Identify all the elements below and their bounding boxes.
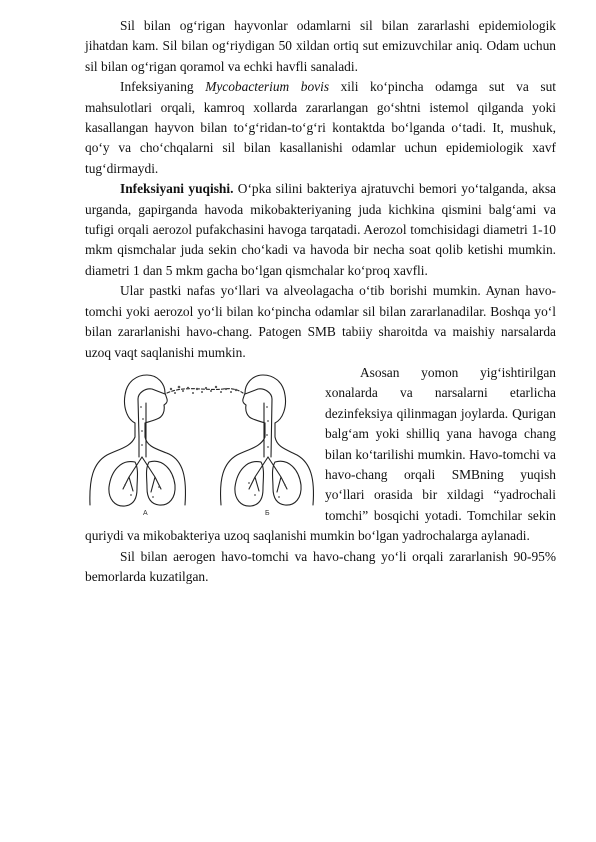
species-name: Mycobacterium bovis <box>205 79 330 95</box>
paragraph-infection-transmission <box>85 179 556 281</box>
person-b-right-shoulder <box>275 423 313 505</box>
person-a-trachea-left <box>138 399 139 457</box>
person-a-left-shoulder <box>90 423 135 505</box>
p2-rest: xili ko‘pincha odamga sut va sut mahsulotlari orqali, kamroq xollarda zararlangan go‘shtni istemol qilganda yoki kasallangan hayvon bilan to‘g‘ridan-to‘g‘ri kontaktda bo‘lganda o‘tadi. It, mushuk, qo‘y va cho‘chqalarni sil bilan kasallanishi odamlar uchun epidemiologik xavf tug‘dirmaydi. <box>85 79 556 176</box>
person-a-bronchi <box>123 457 161 492</box>
figure-label-b: Б <box>265 509 270 517</box>
document-page <box>85 16 556 587</box>
p2-lead: Infeksiyaning <box>120 79 206 95</box>
paragraph-animal-transmission: Sil bilan og‘rigan hayvonlar odamlarni sil bilan zararlashi epidemiologik jihatdan kam. Sil bilan og‘riydigan 50 xildan ortiq sut emizuvchilar aniq. Odam uchun sil bilan og‘rigan qoramol va echki havfli sanaladi. <box>85 18 556 74</box>
person-a-right-lung <box>147 461 176 505</box>
person-a-left-lung <box>109 461 138 506</box>
figure-label-a: А <box>143 509 148 517</box>
paragraph-dust-transmission: Asosan yomon yig‘ishtirilgan xonalarda va narsalarni etarlicha dezinfeksiya qilinmagan joylarda. Qurigan balg‘am yoki shilliq yana havoga chang bilan ko‘tarilishi mumkin. Havo-tomchi va havo-chang orqali SMBning yuqish yo‘llari orasida bir xildagi “yadrochali tomchi” bosqichi yotadi. Tomchilar sekin quriydi va mikobakteriya uzoq saqlanishi mumkin bo‘lgan yadrochalarga aylanadi. <box>85 364 556 544</box>
person-b-left-shoulder <box>221 423 265 505</box>
person-a-nasal-path <box>138 389 165 399</box>
person-b-bronchi <box>249 457 287 492</box>
person-b-right-lung <box>273 461 302 505</box>
airborne-transmission-figure <box>85 363 317 517</box>
section-heading-infection: Infeksiyani yuqishi. <box>120 181 234 197</box>
person-a-right-shoulder <box>145 423 185 505</box>
p3-body: O‘pka silini bakteriya ajratuvchi bemori yo‘talganda, aksa urganda, gapirganda havoda mikobakteriyaning juda kichkina qismini balg‘ami va tufigi orqali aerozol pufakchasini havoga tarqatadi. Aerozol tomchisidagi diametri 1-10 mkm qismchalar juda sekin cho‘kadi va havoda bir necha soat qolib ketishi mumkin. diametri 1 dan 5 mkm gacha bo‘lgan qismchalar ko‘proq xavfli. <box>85 181 556 278</box>
paragraph-lower-airways: Ular pastki nafas yo‘llari va alveolagacha o‘tib borishi mumkin. Aynan havo-tomchi yoki aerozol yo‘li bilan ko‘pincha odamlar sil bilan zararlanadilar. Boshqa yo‘l bilan zararlanishi havo-chang. Patogen SMB tabiiy sharoitda va maishiy narsalarda uzoq vaqt saqlanishi mumkin. <box>85 283 556 360</box>
paragraph-aerogen-statistics: Sil bilan aerogen havo-tomchi va havo-chang yo‘li orqali zararlanish 90-95% bemorlarda kuzatilgan. <box>85 548 556 584</box>
paragraph-mycobacterium-bovis <box>85 77 556 179</box>
person-b-nasal-path <box>245 389 272 399</box>
two-persons-lungs-illustration <box>85 367 317 517</box>
person-b-trachea-right <box>271 399 272 457</box>
